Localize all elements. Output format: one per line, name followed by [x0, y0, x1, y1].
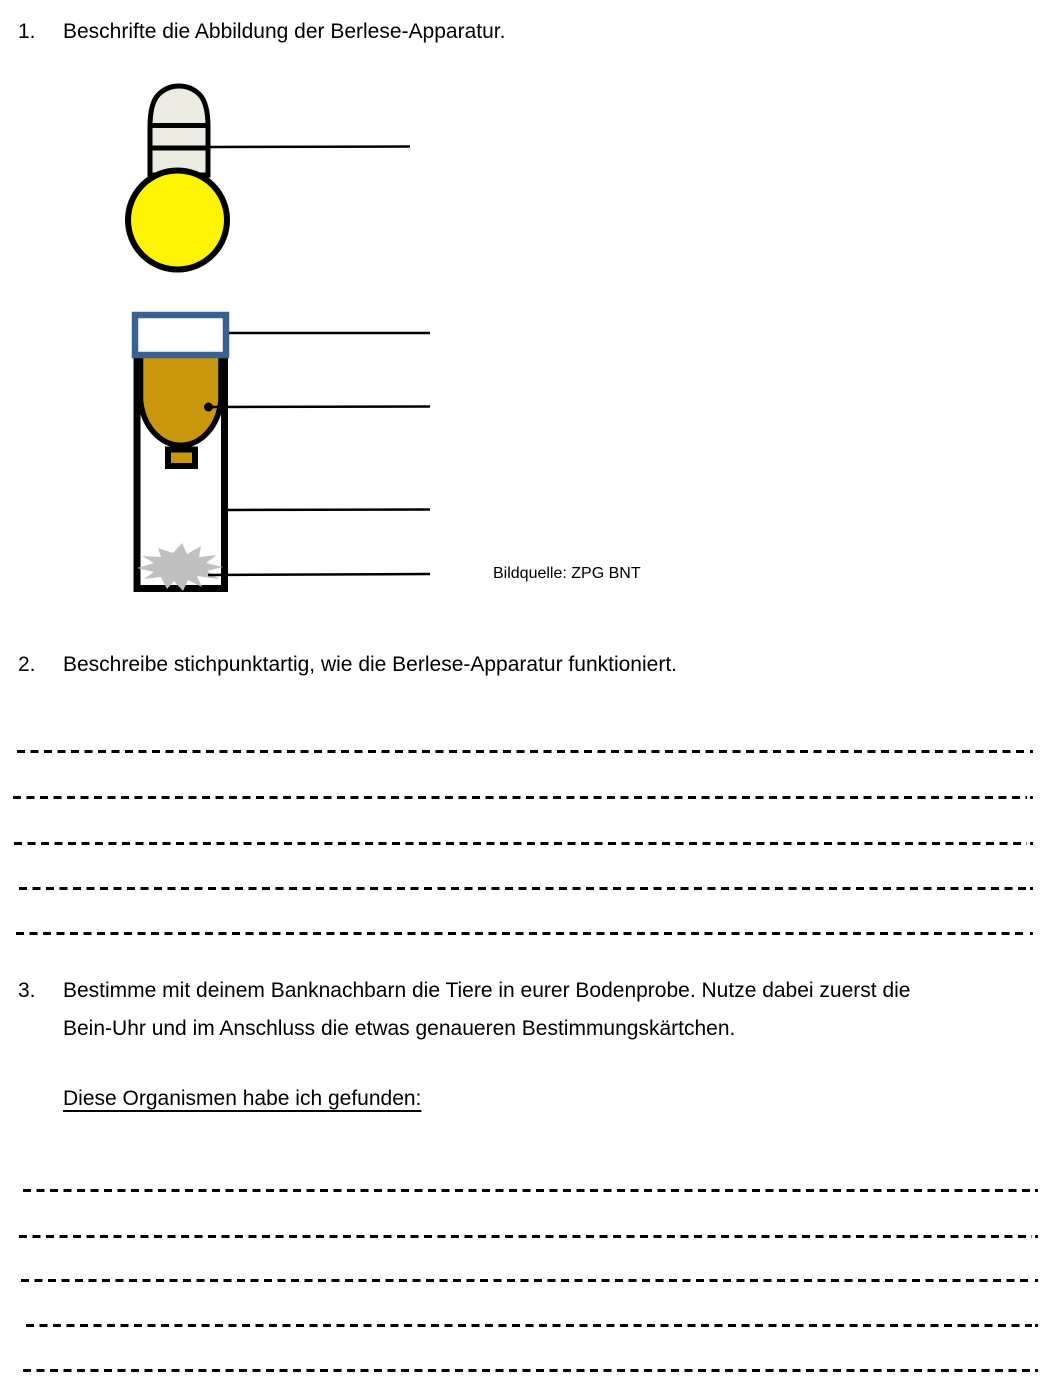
image-source-caption: Bildquelle: ZPG BNT	[493, 565, 641, 582]
task-2-text: Beschreibe stichpunktartig, wie die Berlese-Apparatur funktioniert.	[63, 653, 677, 676]
label-line-bulb	[208, 147, 410, 148]
funnel	[141, 355, 222, 445]
funnel-spout	[168, 450, 195, 467]
task-1	[18, 17, 505, 47]
answer-line[interactable]	[13, 796, 1027, 799]
task-2-number: 2.	[18, 653, 36, 676]
task-3-text-line-2: Bein-Uhr und im Anschluss die etwas genaueren Bestimmungskärtchen.	[63, 1017, 736, 1040]
answer-line[interactable]	[19, 1235, 1032, 1238]
task-3	[18, 972, 910, 1048]
answer-line[interactable]	[17, 750, 1027, 753]
label-line-sample	[208, 574, 430, 575]
bulb-socket	[150, 86, 208, 175]
answer-line[interactable]	[23, 1189, 1032, 1192]
answer-line[interactable]	[19, 887, 1027, 890]
task-3-number: 3.	[18, 979, 36, 1002]
answer-line[interactable]	[16, 932, 1027, 935]
label-line-jar	[228, 510, 431, 511]
answer-line[interactable]	[26, 1324, 1032, 1327]
bulb-glass	[128, 171, 227, 270]
label-line-funnel	[208, 407, 430, 408]
answer-line[interactable]	[14, 842, 1027, 845]
task-3-text	[63, 972, 910, 1048]
answer-line[interactable]	[23, 1369, 1032, 1372]
task-1-number: 1.	[18, 20, 36, 43]
answer-line[interactable]	[21, 1279, 1032, 1282]
task-2	[18, 650, 677, 680]
task-1-text: Beschrifte die Abbildung der Berlese-Apparatur.	[63, 20, 506, 43]
found-organisms-subheading: Diese Organismen habe ich gefunden:	[63, 1087, 422, 1110]
berlese-apparatus-figure	[80, 80, 440, 596]
task-3-text-line-1: Bestimme mit deinem Banknachbarn die Tiere in eurer Bodenprobe. Nutze dabei zuerst die	[63, 979, 911, 1002]
jar-lid	[135, 315, 226, 355]
